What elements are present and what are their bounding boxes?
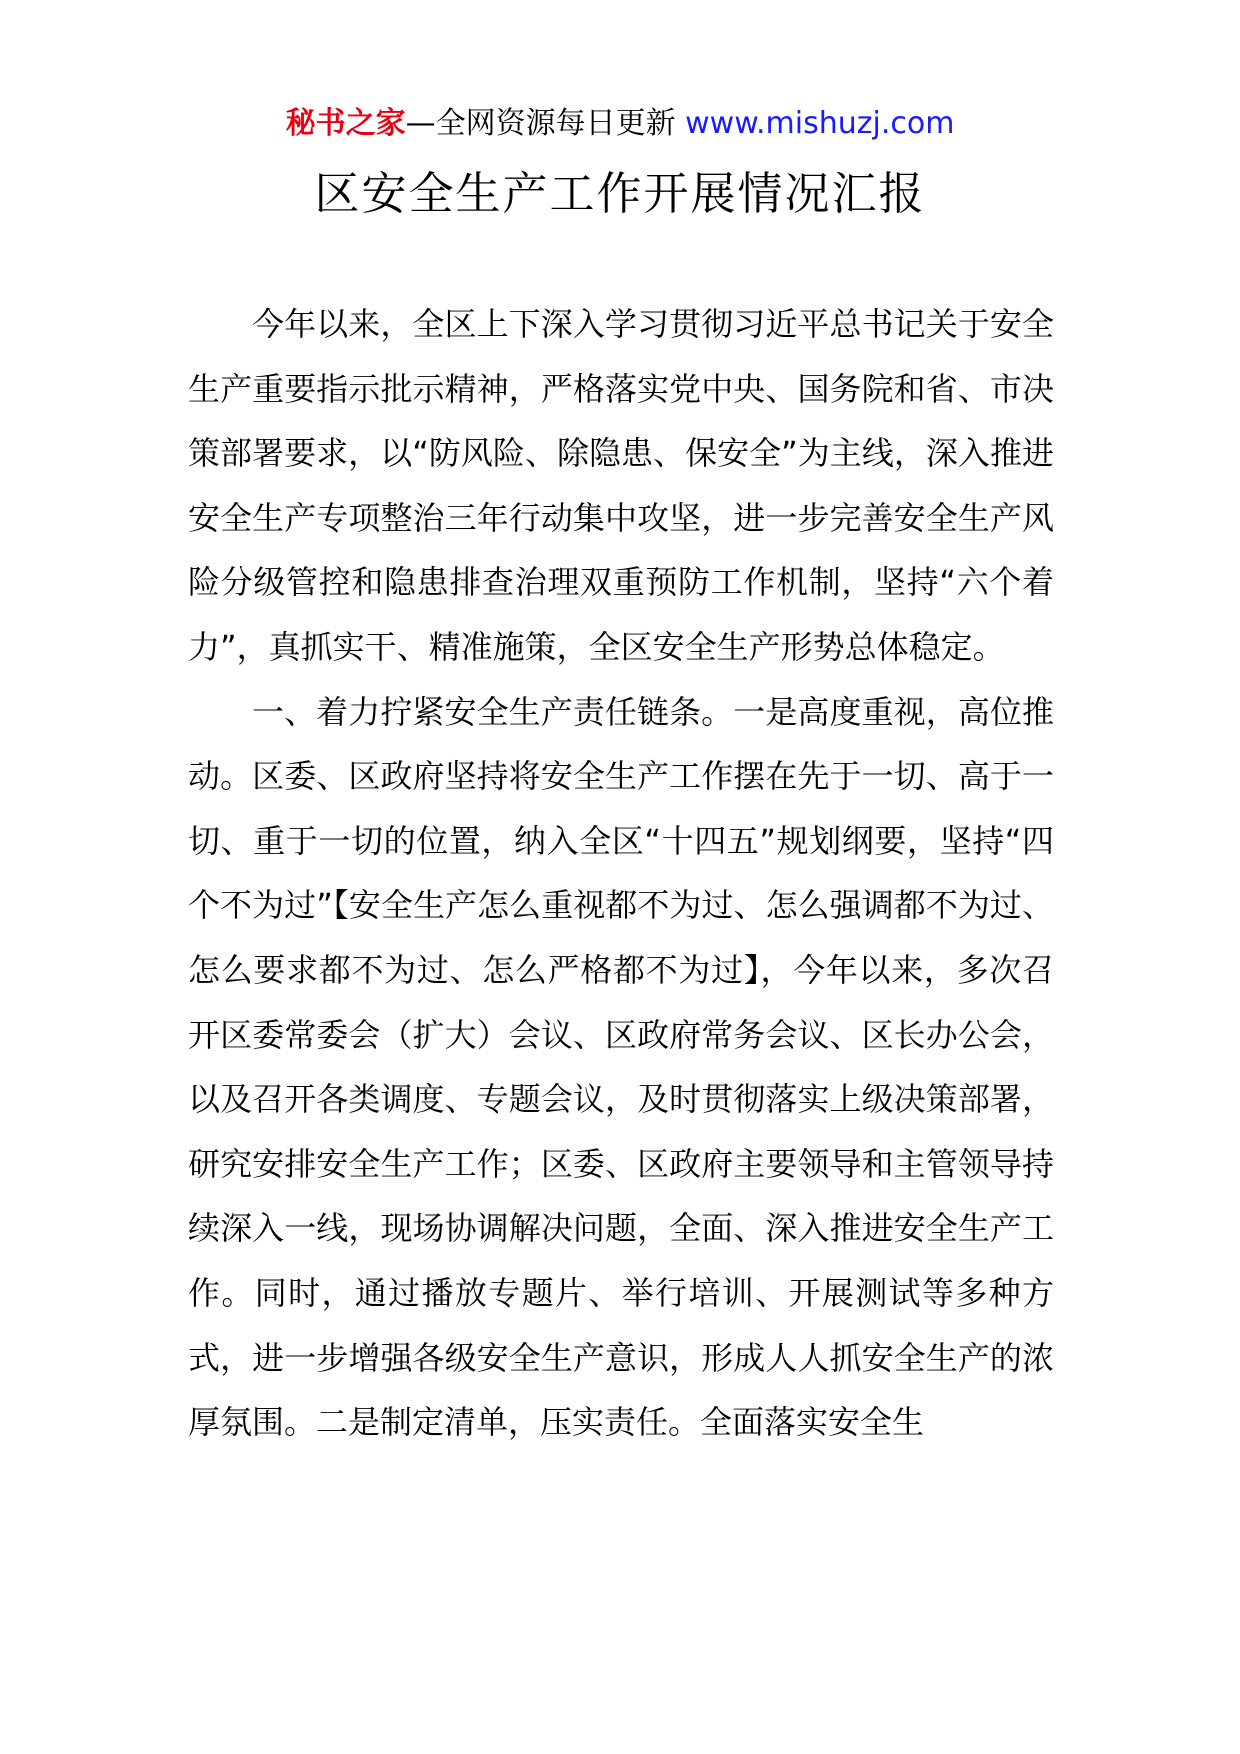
site-header: [0, 104, 1240, 144]
header-tagline: —全网资源每日更新: [405, 106, 686, 141]
document-title: 区安全生产工作开展情况汇报: [314, 167, 926, 220]
brand-name: 秘书之家: [285, 106, 406, 141]
header-url: www.mishuzj.com: [685, 106, 955, 141]
paragraph-section-one: 一、着力拧紧安全生产责任链条。一是高度重视，高位推动。区委、区政府坚持将安全生产工作摆在先于一切、高于一切、重于一切的位置，纳入全区“十四五”规划纲要，坚持“四个不为过”【安全生产怎么重视都不为过、怎么强调都不为过、怎么要求都不为过、怎么严格都不为过】，今年以来，多次召开区委常委会（扩大）会议、区政府常务会议、区长办公会，以及召开各类调度、专题会议，及时贯彻落实上级决策部署，研究安排安全生产工作；区委、区政府主要领导和主管领导持续深入一线，现场协调解决问题，全面、深入推进安全生产工作。同时，通过播放专题片、举行培训、开展测试等多种方式，进一步增强各级安全生产意识，形成人人抓安全生产的浓厚氛围。二是制定清单，压实责任。全面落实安全生: [188, 692, 1054, 1442]
document-body: [188, 292, 1054, 1455]
paragraph-intro: 今年以来，全区上下深入学习贯彻习近平总书记关于安全生产重要指示批示精神，严格落实党中央、国务院和省、市决策部署要求，以“防风险、除隐患、保安全”为主线，深入推进安全生产专项整治三年行动集中攻坚，进一步完善安全生产风险分级管控和隐患排查治理双重预防工作机制，坚持“六个着力”，真抓实干、精准施策，全区安全生产形势总体稳定。: [188, 305, 1054, 666]
